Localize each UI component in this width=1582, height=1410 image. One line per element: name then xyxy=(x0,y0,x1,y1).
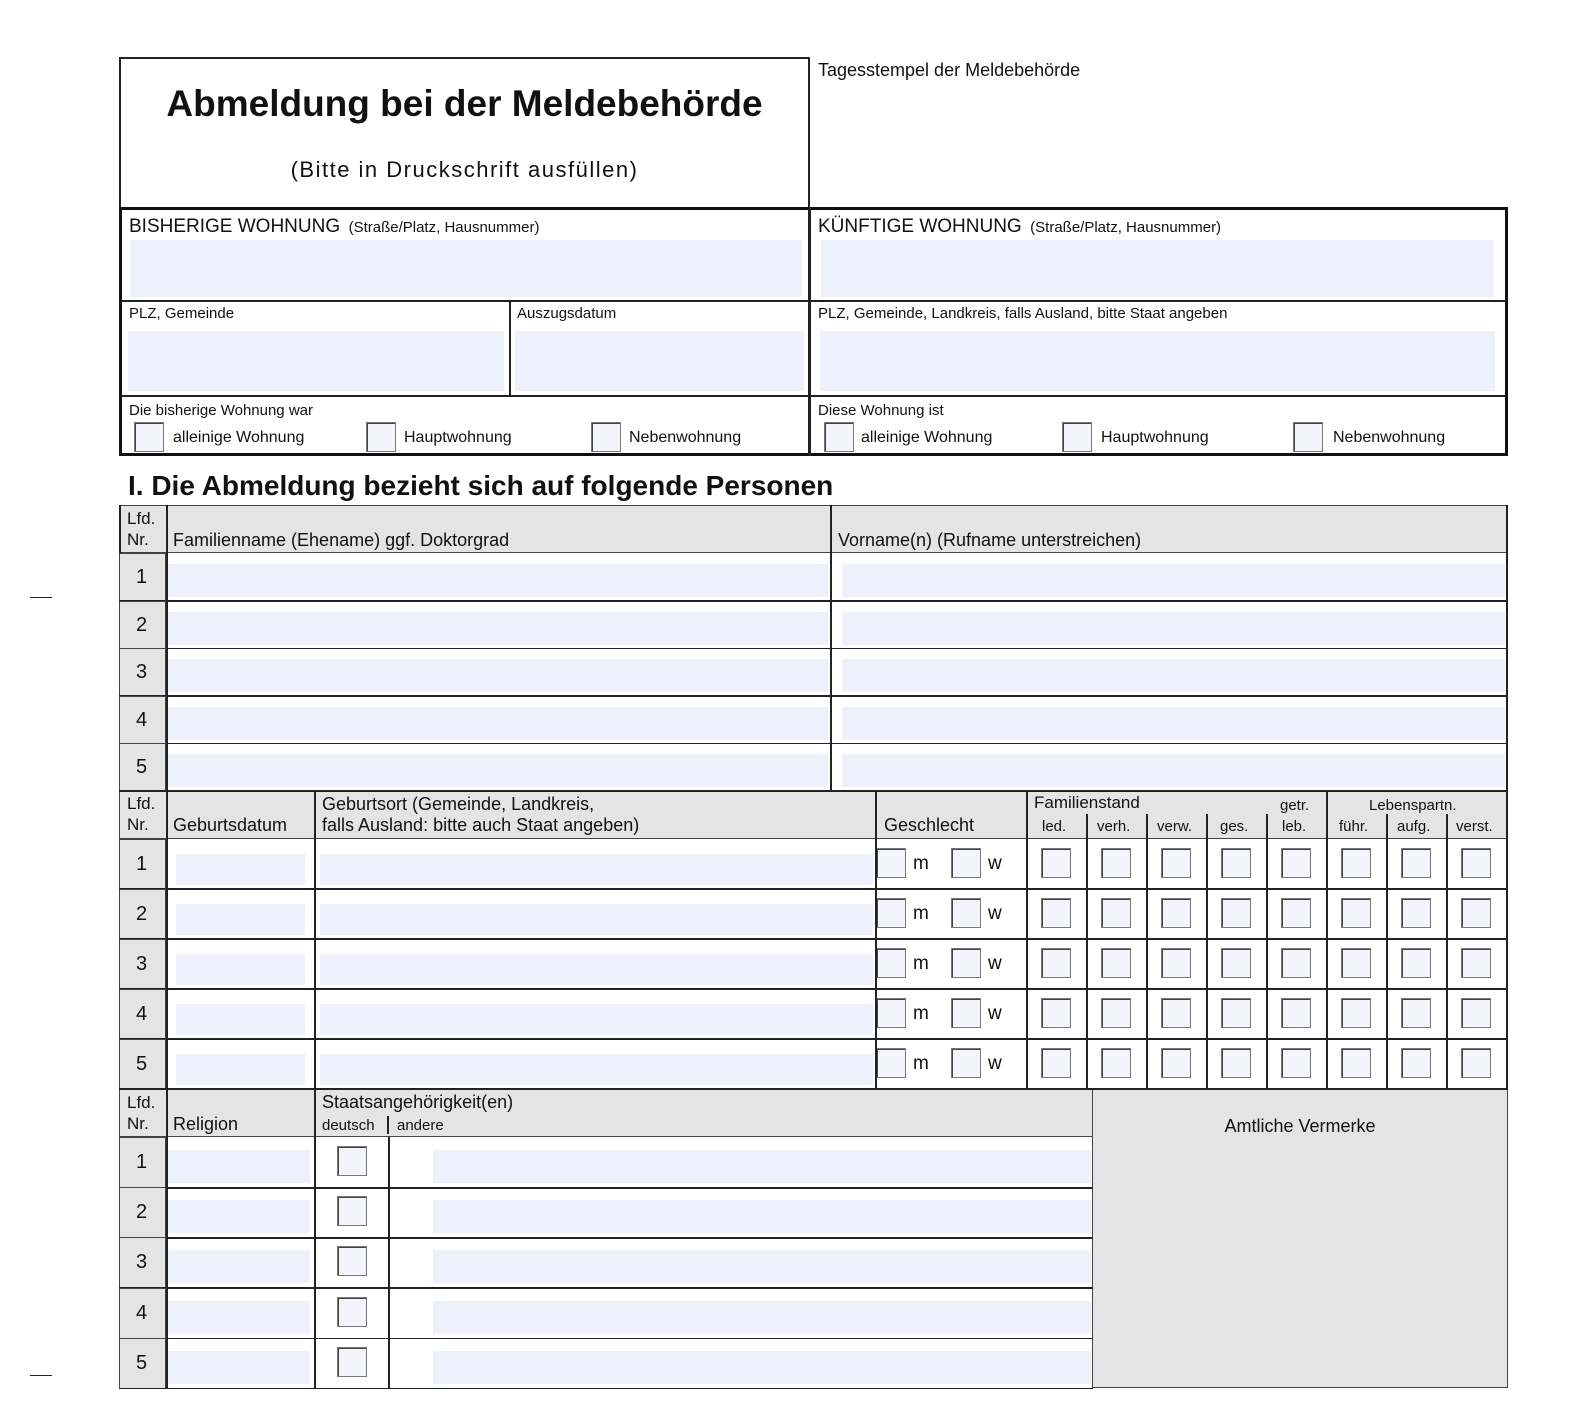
gender-m-label: m xyxy=(913,953,929,974)
verw-checkbox[interactable] xyxy=(1161,998,1191,1028)
old-haupt-label: Hauptwohnung xyxy=(404,429,512,446)
surname-field[interactable] xyxy=(167,659,828,692)
gender-m-label: m xyxy=(913,1003,929,1024)
new-address-heading-text: KÜNFTIGE WOHNUNG xyxy=(818,216,1022,237)
moveout-date-field[interactable] xyxy=(515,331,804,391)
table2-column-divider xyxy=(166,791,168,1089)
row-number: 4 xyxy=(136,1301,148,1324)
t2-birthplace-header-1: Geburtsort (Gemeinde, Landkreis, xyxy=(322,794,595,814)
gender-m-checkbox[interactable] xyxy=(876,998,906,1028)
other-citizenship-field[interactable] xyxy=(433,1250,1091,1283)
t2-gender-header: Geschlecht xyxy=(884,815,975,835)
table2-column-divider xyxy=(875,791,877,1089)
t2-lp-fuehr: führ. xyxy=(1339,818,1369,835)
getr-checkbox[interactable] xyxy=(1281,1048,1311,1078)
surname-field[interactable] xyxy=(167,754,828,787)
religion-field[interactable] xyxy=(168,1250,310,1283)
old-street-field[interactable] xyxy=(130,240,802,297)
t2-lp-aufg: aufg. xyxy=(1397,818,1431,835)
t2-lfd-1: Lfd. xyxy=(127,794,156,813)
lp-aufg-checkbox[interactable] xyxy=(1401,998,1431,1028)
row-number: 4 xyxy=(136,708,148,731)
row-number: 2 xyxy=(136,903,148,925)
table2-column-divider xyxy=(1026,791,1028,1089)
table-row-divider xyxy=(119,1088,1508,1090)
moveout-date-label: Auszugsdatum xyxy=(517,305,617,322)
t2-fam-ledig: led. xyxy=(1042,818,1067,835)
gender-w-label: w xyxy=(988,903,1002,924)
lp-fuehr-checkbox[interactable] xyxy=(1341,848,1371,878)
gender-m-label: m xyxy=(913,903,929,924)
lp-aufg-checkbox[interactable] xyxy=(1401,1048,1431,1078)
table2-column-divider xyxy=(1266,814,1268,1089)
ges-checkbox[interactable] xyxy=(1221,998,1251,1028)
verh-checkbox[interactable] xyxy=(1101,998,1131,1028)
lp-fuehr-checkbox[interactable] xyxy=(1341,948,1371,978)
new-type-label: Diese Wohnung ist xyxy=(818,402,944,419)
birthdate-field[interactable] xyxy=(176,904,305,935)
lp-aufg-checkbox[interactable] xyxy=(1401,898,1431,928)
birthdate-field[interactable] xyxy=(176,1004,305,1035)
t3-citizenship-header: Staatsangehörigkeit(en) xyxy=(322,1092,514,1112)
table-row-divider xyxy=(119,888,1508,890)
ges-checkbox[interactable] xyxy=(1221,1048,1251,1078)
lp-verst-checkbox[interactable] xyxy=(1461,998,1491,1028)
row-number: 2 xyxy=(136,1201,148,1224)
new-plz-label: PLZ, Gemeinde, Landkreis, falls Ausland, bitte Staat angeben xyxy=(818,305,1228,322)
t2-birthplace-header-2: falls Ausland: bitte auch Staat angeben) xyxy=(322,815,640,835)
lp-aufg-checkbox[interactable] xyxy=(1401,848,1431,878)
table3-column-divider xyxy=(166,1089,168,1388)
table2-column-divider xyxy=(1446,814,1448,1089)
lp-aufg-checkbox[interactable] xyxy=(1401,948,1431,978)
verh-checkbox[interactable] xyxy=(1101,948,1131,978)
t2-birthdate-header: Geburtsdatum xyxy=(173,815,288,835)
firstname-field[interactable] xyxy=(842,754,1505,787)
new-haupt-label: Hauptwohnung xyxy=(1101,429,1209,446)
row-number: 3 xyxy=(136,1251,148,1274)
other-citizenship-field[interactable] xyxy=(433,1150,1091,1183)
row-number: 3 xyxy=(136,953,148,975)
lp-verst-checkbox[interactable] xyxy=(1461,898,1491,928)
fold-mark-bottom xyxy=(30,1375,52,1376)
row-number: 1 xyxy=(136,1151,148,1173)
table2-column-divider xyxy=(1086,814,1088,1089)
verw-checkbox[interactable] xyxy=(1161,848,1191,878)
birthdate-field[interactable] xyxy=(176,954,305,985)
row-number: 4 xyxy=(136,1003,148,1025)
gender-w-label: w xyxy=(988,1053,1002,1074)
t2-lp-verst: verst. xyxy=(1456,818,1493,835)
ledig-checkbox[interactable] xyxy=(1041,1048,1071,1078)
ges-checkbox[interactable] xyxy=(1221,848,1251,878)
gender-m-checkbox[interactable] xyxy=(876,898,906,928)
old-neben-checkbox[interactable] xyxy=(591,422,621,452)
other-citizenship-field[interactable] xyxy=(433,1351,1091,1384)
lp-verst-checkbox[interactable] xyxy=(1461,948,1491,978)
verw-checkbox[interactable] xyxy=(1161,898,1191,928)
table-row-divider xyxy=(119,743,1508,745)
verh-checkbox[interactable] xyxy=(1101,1048,1131,1078)
t1-lfd-2: Nr. xyxy=(127,530,149,549)
religion-field[interactable] xyxy=(168,1150,310,1183)
form-subtitle: (Bitte in Druckschrift ausfüllen) xyxy=(290,157,639,182)
firstname-field[interactable] xyxy=(842,564,1505,597)
surname-field[interactable] xyxy=(167,612,828,645)
lp-fuehr-checkbox[interactable] xyxy=(1341,998,1371,1028)
german-citizenship-checkbox[interactable] xyxy=(337,1196,367,1226)
row-number: 2 xyxy=(136,613,148,636)
old-neben-label: Nebenwohnung xyxy=(629,429,742,446)
religion-field[interactable] xyxy=(168,1200,310,1233)
birthplace-field[interactable] xyxy=(320,954,873,985)
gender-m-checkbox[interactable] xyxy=(876,948,906,978)
table2-column-divider xyxy=(314,791,316,1089)
table-row-divider xyxy=(119,1038,1508,1040)
t2-lfd-2: Nr. xyxy=(127,815,149,834)
t2-fam-verh: verh. xyxy=(1097,818,1131,835)
birthplace-field[interactable] xyxy=(320,1054,873,1085)
verw-checkbox[interactable] xyxy=(1161,1048,1191,1078)
birthplace-field[interactable] xyxy=(320,1004,873,1035)
lp-verst-checkbox[interactable] xyxy=(1461,848,1491,878)
firstname-field[interactable] xyxy=(842,659,1505,692)
row-number: 5 xyxy=(136,1351,148,1374)
t3-lfd-2: Nr. xyxy=(127,1114,149,1133)
table-row-divider xyxy=(119,1237,1093,1239)
german-citizenship-checkbox[interactable] xyxy=(337,1297,367,1327)
gender-w-checkbox[interactable] xyxy=(951,1048,981,1078)
verh-checkbox[interactable] xyxy=(1101,898,1131,928)
old-address-heading-text: BISHERIGE WOHNUNG xyxy=(129,216,341,237)
new-address-heading xyxy=(818,216,1221,238)
table-row-divider xyxy=(119,1287,1093,1289)
getr-checkbox[interactable] xyxy=(1281,898,1311,928)
ges-checkbox[interactable] xyxy=(1221,898,1251,928)
table-row-divider xyxy=(119,1187,1093,1189)
other-citizenship-field[interactable] xyxy=(433,1200,1091,1233)
lp-fuehr-checkbox[interactable] xyxy=(1341,1048,1371,1078)
old-plz-field[interactable] xyxy=(128,331,504,391)
table1-column-divider xyxy=(166,505,168,791)
row-number: 5 xyxy=(136,756,148,779)
ledig-checkbox[interactable] xyxy=(1041,998,1071,1028)
new-alleinige-checkbox[interactable] xyxy=(824,422,854,452)
getr-checkbox[interactable] xyxy=(1281,948,1311,978)
old-alleinige-label: alleinige Wohnung xyxy=(173,429,305,446)
table3-header xyxy=(119,1089,1093,1137)
table2-column-divider xyxy=(1386,814,1388,1089)
form-title-box xyxy=(119,57,810,209)
gender-w-label: w xyxy=(988,853,1002,874)
table3-column-divider xyxy=(388,1137,390,1388)
t1-surname-header: Familienname (Ehename) ggf. Doktorgrad xyxy=(173,530,510,550)
table-row-divider xyxy=(119,695,1508,697)
gender-m-label: m xyxy=(913,853,929,874)
t2-fam-getr-2: leb. xyxy=(1282,818,1307,835)
ledig-checkbox[interactable] xyxy=(1041,948,1071,978)
gender-w-checkbox[interactable] xyxy=(951,948,981,978)
stamp-label: Tagesstempel der Meldebehörde xyxy=(818,60,1081,80)
gender-w-label: w xyxy=(988,953,1002,974)
verw-checkbox[interactable] xyxy=(1161,948,1191,978)
new-neben-label: Nebenwohnung xyxy=(1333,429,1446,446)
gender-w-checkbox[interactable] xyxy=(951,998,981,1028)
other-citizenship-field[interactable] xyxy=(433,1301,1091,1334)
table-row-divider xyxy=(119,1388,1093,1390)
old-plz-label: PLZ, Gemeinde xyxy=(129,305,235,322)
t2-fam-verw: verw. xyxy=(1157,818,1193,835)
gender-m-label: m xyxy=(913,1053,929,1074)
t2-family-header: Familienstand xyxy=(1034,793,1140,812)
t2-fam-ges: ges. xyxy=(1220,818,1249,835)
lp-fuehr-checkbox[interactable] xyxy=(1341,898,1371,928)
getr-checkbox[interactable] xyxy=(1281,998,1311,1028)
table-row-divider xyxy=(119,600,1508,602)
german-citizenship-checkbox[interactable] xyxy=(337,1146,367,1176)
table-row-divider xyxy=(119,648,1508,650)
firstname-field[interactable] xyxy=(842,612,1505,645)
section-title: I. Die Abmeldung bezieht sich auf folgende Personen xyxy=(128,470,834,501)
form-title: Abmeldung bei der Meldebehörde xyxy=(166,83,763,124)
gender-w-checkbox[interactable] xyxy=(951,848,981,878)
new-address-heading-note: (Straße/Platz, Hausnummer) xyxy=(1030,219,1222,236)
surname-field[interactable] xyxy=(167,564,828,597)
religion-field[interactable] xyxy=(168,1351,310,1384)
official-notes-label: Amtliche Vermerke xyxy=(1224,1116,1376,1136)
new-neben-checkbox[interactable] xyxy=(1293,422,1323,452)
new-alleinige-label: alleinige Wohnung xyxy=(861,429,993,446)
verh-checkbox[interactable] xyxy=(1101,848,1131,878)
new-plz-field[interactable] xyxy=(820,331,1495,391)
getr-checkbox[interactable] xyxy=(1281,848,1311,878)
birthdate-field[interactable] xyxy=(176,854,305,885)
t1-firstname-header: Vorname(n) (Rufname unterstreichen) xyxy=(838,530,1142,550)
birthplace-field[interactable] xyxy=(320,854,873,885)
row-number: 3 xyxy=(136,661,148,684)
old-address-heading-note: (Straße/Platz, Hausnummer) xyxy=(348,219,540,236)
religion-field[interactable] xyxy=(168,1301,310,1334)
t3-cit-german: deutsch xyxy=(322,1117,375,1134)
t2-fam-getr-1: getr. xyxy=(1280,797,1310,814)
t3-lfd-1: Lfd. xyxy=(127,1093,156,1112)
old-alleinige-checkbox[interactable] xyxy=(134,422,164,452)
german-citizenship-checkbox[interactable] xyxy=(337,1347,367,1377)
birthdate-field[interactable] xyxy=(176,1054,305,1085)
new-haupt-checkbox[interactable] xyxy=(1062,422,1092,452)
gender-m-checkbox[interactable] xyxy=(876,1048,906,1078)
t3-religion-header: Religion xyxy=(173,1114,239,1134)
ledig-checkbox[interactable] xyxy=(1041,898,1071,928)
table2-column-divider xyxy=(1326,791,1328,1089)
row-number: 5 xyxy=(136,1053,148,1075)
table2-column-divider xyxy=(1206,814,1208,1089)
table3-column-divider xyxy=(314,1089,316,1388)
old-address-heading xyxy=(129,216,539,238)
gender-w-label: w xyxy=(988,1003,1002,1024)
row-number: 1 xyxy=(136,566,148,588)
surname-field[interactable] xyxy=(167,707,828,740)
gender-m-checkbox[interactable] xyxy=(876,848,906,878)
ges-checkbox[interactable] xyxy=(1221,948,1251,978)
t3-cit-other: andere xyxy=(397,1117,444,1134)
table2-column-divider xyxy=(1506,791,1508,1089)
table-row-divider xyxy=(119,988,1508,990)
fold-mark-top xyxy=(30,597,52,598)
t1-lfd-1: Lfd. xyxy=(127,509,156,528)
row-number: 1 xyxy=(136,853,148,875)
old-type-label: Die bisherige Wohnung war xyxy=(129,402,313,419)
table-row-divider xyxy=(119,1338,1093,1340)
table2-column-divider xyxy=(1146,814,1148,1089)
new-street-field[interactable] xyxy=(821,240,1494,297)
gender-w-checkbox[interactable] xyxy=(951,898,981,928)
old-haupt-checkbox[interactable] xyxy=(366,422,396,452)
lp-verst-checkbox[interactable] xyxy=(1461,1048,1491,1078)
table-row-divider xyxy=(119,790,1508,792)
birthplace-field[interactable] xyxy=(320,904,873,935)
firstname-field[interactable] xyxy=(842,707,1505,740)
ledig-checkbox[interactable] xyxy=(1041,848,1071,878)
german-citizenship-checkbox[interactable] xyxy=(337,1246,367,1276)
t2-partner-header: Lebenspartn. xyxy=(1369,797,1457,814)
table-row-divider xyxy=(119,938,1508,940)
